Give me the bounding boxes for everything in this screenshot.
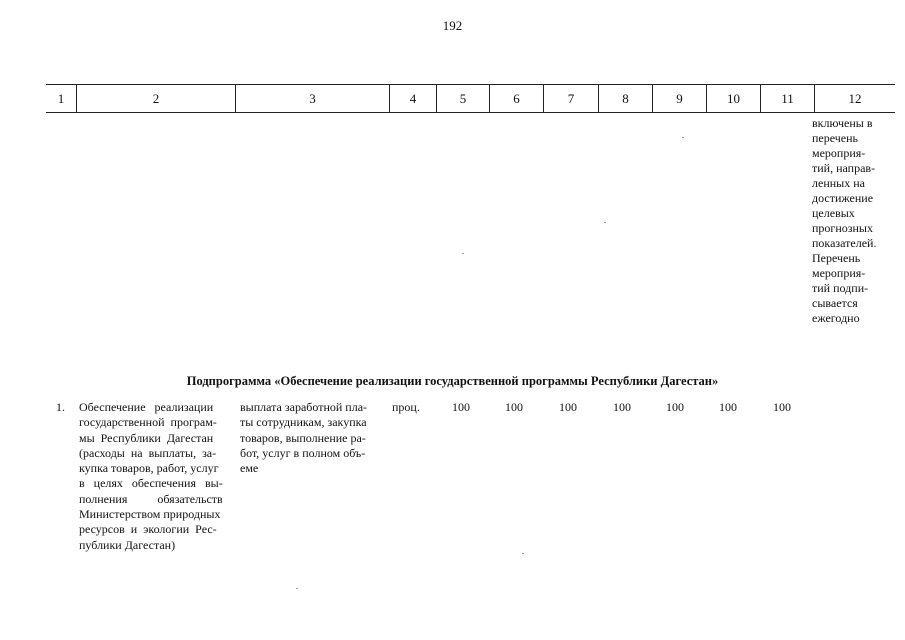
unit-of-measure: проц. [392,400,420,414]
scan-speck [522,553,524,554]
measure-name-line: государственной програм- [79,415,217,430]
subprogram-title: Подпрограмма «Обеспечение реализации государственной программы Республики Дагестан» [186,374,719,388]
header-col-7: 7 [544,85,599,113]
measure-name-line: публики Дагестан) [79,537,176,552]
value-col-7: 100 [559,400,577,414]
measure-name-line: в целях обеспечения вы- [79,476,223,491]
value-col-9: 100 [666,400,684,414]
value-col-11: 100 [773,400,791,414]
header-col-6: 6 [490,85,544,113]
indicator-line: выплата заработной пла- [240,400,368,414]
header-col-12: 12 [815,85,896,113]
scan-speck [296,588,298,589]
indicator-line: бот, услуг в полном объ- [240,445,366,460]
header-col-4: 4 [390,85,437,113]
value-col-5: 100 [452,400,470,414]
scan-speck [604,222,606,223]
header-col-2: 2 [77,85,236,113]
header-col-10: 10 [707,85,761,113]
header-col-3: 3 [236,85,390,113]
indicator-name [240,400,388,476]
header-col-8: 8 [599,85,653,113]
row-number: 1. [56,400,65,414]
value-col-10: 100 [719,400,737,414]
measure-name-line: купка товаров, работ, услуг [79,461,219,476]
measure-name-line: (расходы на выплаты, за- [79,445,217,460]
measure-name [79,400,234,553]
measure-name-line: мы Республики Дагестан [79,430,214,445]
header-col-5: 5 [437,85,490,113]
header-col-11: 11 [761,85,815,113]
value-col-8: 100 [613,400,631,414]
measure-name-line: Обеспечение реализации [79,400,214,414]
scan-speck [462,253,464,254]
value-col-6: 100 [505,400,523,414]
measure-name-line: ресурсов и экологии Рес- [79,522,217,537]
indicator-line: еме [240,461,259,476]
indicator-line: товаров, выполнение ра- [240,430,366,445]
col12-continuation-text: включены в перечень мероприя- тий, направ- ленных на достижение целевых прогнозных показателей. Перечень мероприя- тий подпи- сывается ежегодно [812,116,877,325]
indicator-line: ты сотрудникам, закупка [240,415,367,430]
column-number-header [46,84,895,113]
header-col-1: 1 [46,85,77,113]
measure-name-line: Министерством природных [79,507,221,522]
scan-speck [682,137,684,138]
page-number: 192 [442,18,463,33]
measure-name-line: полнения обязательств [79,491,223,506]
header-col-9: 9 [653,85,707,113]
